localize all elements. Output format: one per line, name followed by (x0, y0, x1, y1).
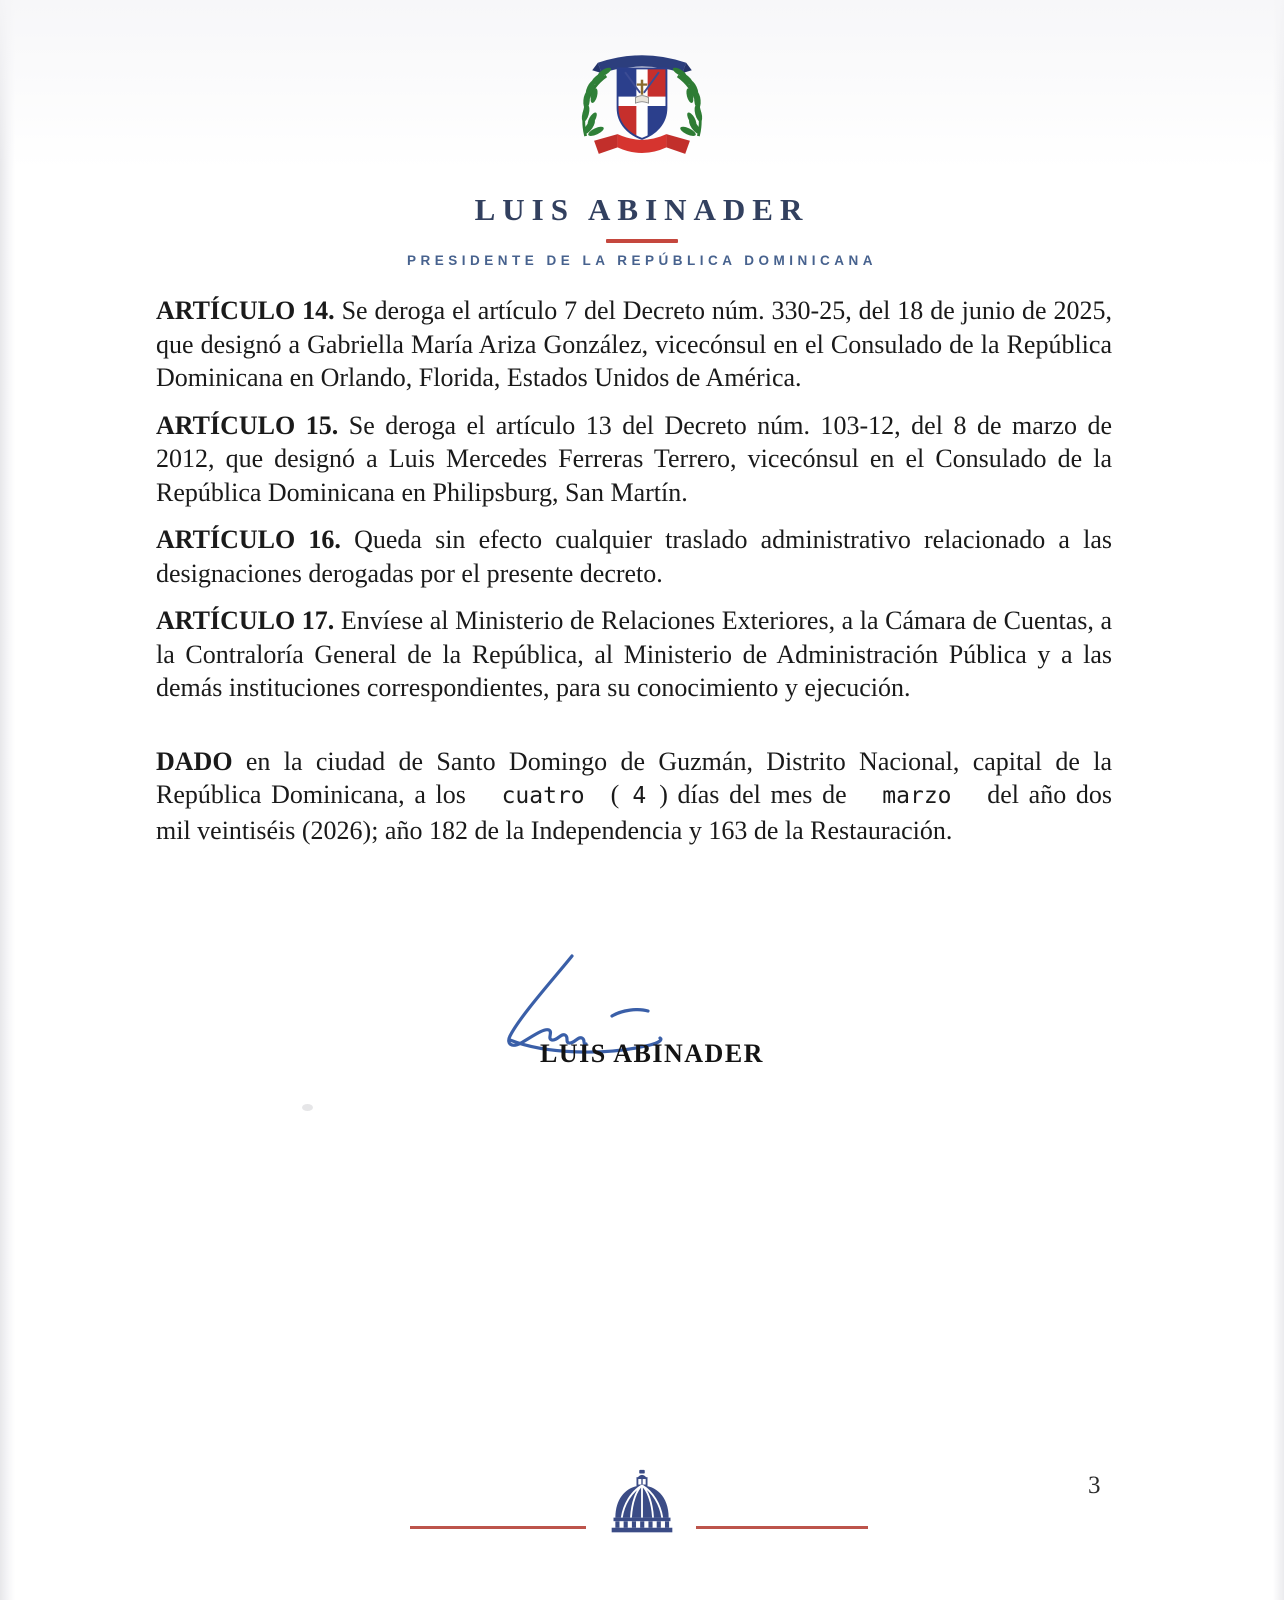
signatory-name: LUIS ABINADER (540, 1039, 764, 1068)
president-title: PRESIDENTE DE LA REPÚBLICA DOMINICANA (406, 253, 877, 268)
dado-closing-paragraph: DADO en la ciudad de Santo Domingo de Guzmán, Distrito Nacional, capital de la República Dominicana, a los cuatro ( 4 ) días del mes de marzo del año dos mil veintiséis (2026); año 182 de la Independencia y 163 de la Restauración. (156, 746, 1112, 845)
footer-rule-right (696, 1526, 868, 1529)
article-14-paragraph (156, 294, 1112, 395)
header-divider (606, 239, 678, 243)
page-number: 3 (1088, 1472, 1101, 1499)
national-palace-dome-icon (602, 1468, 682, 1536)
article-14-text: Se deroga el artículo 7 del Decreto núm. 330-25, del 18 de junio de 2025, que designó a Gabriella María Ariza González, vicecónsul en el Consulado de la República Dominicana en Orlando, Florida, Estados Unidos de América. (156, 296, 1112, 392)
masthead (0, 0, 1284, 268)
palm-branch-right (672, 66, 704, 138)
article-14-label: ARTÍCULO 14. (156, 296, 335, 325)
coat-of-arms-icon (566, 44, 718, 168)
article-16-label: ARTÍCULO 16. (156, 525, 341, 554)
laurel-branch-left (580, 66, 612, 138)
article-17-paragraph (156, 604, 1112, 705)
article-16-paragraph (156, 523, 1112, 590)
president-name: LUIS ABINADER (474, 192, 810, 227)
decree-body (0, 268, 1284, 847)
article-15-label: ARTÍCULO 15. (156, 410, 339, 440)
scan-speck (302, 1104, 313, 1111)
article-17-text: Envíese al Ministerio de Relaciones Exteriores, a la Cámara de Cuentas, a la Contraloría General de la República, al Ministerio de Administración Pública y a las demás instituciones correspondientes, para su conocimiento y ejecución. (156, 606, 1113, 702)
article-15-text: Se deroga el artículo 13 del Decreto núm. 103-12, del 8 de marzo de 2012, que designó a Luis Mercedes Ferreras Terrero, vicecónsul en el Consulado de la República Dominicana en Philipsburg, San Martín. (156, 410, 1113, 507)
article-16-text: Queda sin efecto cualquier traslado administrativo relacionado a las designaciones derogadas por el presente decreto. (156, 525, 1113, 588)
signature-block (500, 950, 810, 1069)
article-17-label: ARTÍCULO 17. (156, 606, 335, 635)
article-15-paragraph (156, 409, 1112, 510)
footer-rule-left (410, 1526, 586, 1529)
